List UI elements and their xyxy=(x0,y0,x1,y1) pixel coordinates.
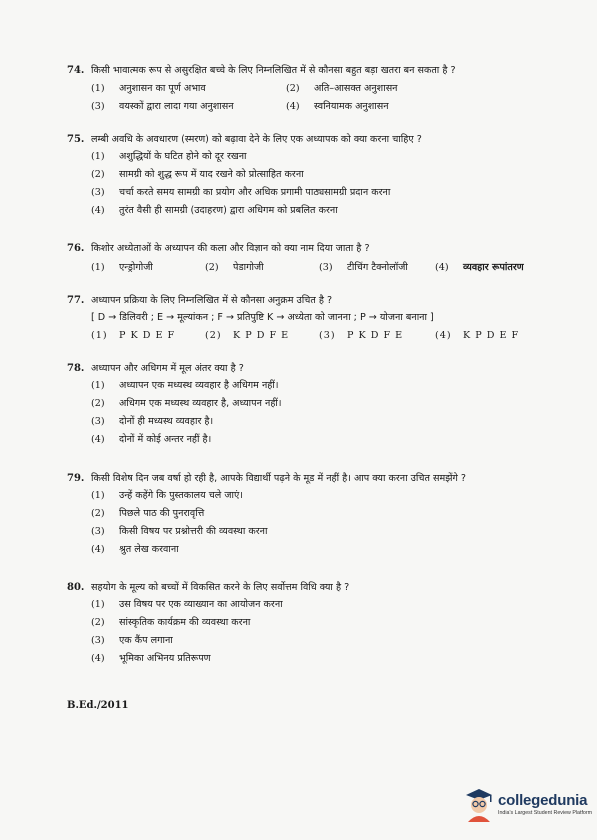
question-text: किशोर अध्येताओं के अध्यापन की कला और विज्ञान को क्या नाम दिया जाता है ? xyxy=(91,243,370,254)
question-76 xyxy=(67,240,587,277)
option: (3) एक कैंप लगाना xyxy=(91,635,173,646)
option: (1) अध्यापन एक मध्यस्थ व्यवहार है अधिगम नहीं। xyxy=(91,380,279,391)
option: (3) दोनों ही मध्यस्थ व्यवहार है। xyxy=(91,416,214,427)
question-number: 76. xyxy=(67,243,85,254)
option: (4) दोनों में कोई अन्तर नहीं है। xyxy=(91,434,212,445)
question-number: 79. xyxy=(67,473,85,484)
option: (3) किसी विषय पर प्रश्नोत्तरी की व्यवस्था करना xyxy=(91,526,268,537)
option: (4) K P D E F xyxy=(435,330,520,341)
question-75 xyxy=(67,131,587,220)
question-text: अध्यापन प्रक्रिया के लिए निम्नलिखित में से कौनसा अनुक्रम उचित है ? xyxy=(91,295,333,306)
question-number: 75. xyxy=(67,134,85,145)
option: (3) P K D F E xyxy=(319,330,404,341)
collegedunia-logo xyxy=(462,778,592,830)
option: (4) तुरंत वैसी ही सामग्री (उदाहरण) द्वारा अधिगम को प्रबलित करना xyxy=(91,205,338,216)
option: (2) पेडागोजी xyxy=(205,262,264,273)
option: (1) उस विषय पर एक व्याख्यान का आयोजन करना xyxy=(91,599,283,610)
question-text: लम्बी अवधि के अवधारण (स्मरण) को बढ़ावा देने के लिए एक अध्यापक को क्या करना चाहिए ? xyxy=(91,134,422,145)
question-78 xyxy=(67,360,587,449)
option: (2) K P D F E xyxy=(205,330,290,341)
option: (1) एन्ड्रोगोजी xyxy=(91,262,153,273)
question-74 xyxy=(67,62,587,116)
option: (1) अनुशासन का पूर्ण अभाव xyxy=(91,83,206,94)
option: (3) टीचिंग टैक्नोलॉजी xyxy=(319,262,408,273)
question-80 xyxy=(67,579,587,668)
option: (4) भूमिका अभिनय प्रतिरूपण xyxy=(91,653,211,664)
question-number: 77. xyxy=(67,295,85,306)
question-77 xyxy=(67,292,587,345)
question-number: 74. xyxy=(67,65,85,76)
option: (2) अधिगम एक मध्यस्थ व्यवहार है, अध्यापन नहीं। xyxy=(91,398,282,409)
option: (4) व्यवहार रूपांतरण xyxy=(435,262,524,273)
option: (2) सामग्री को शुद्ध रूप में याद रखने को प्रोत्साहित करना xyxy=(91,169,304,180)
sequence-legend: [ D → डिलिवरी ; E → मूल्यांकन ; F → प्रतिपुष्टि K → अध्येता को जानना ; P → योजना बनाना ] xyxy=(91,312,434,323)
logo-wordmark: collegedunia xyxy=(498,792,588,809)
question-text: सहयोग के मूल्य को बच्चों में विकसित करने के लिए सर्वोत्तम विधि क्या है ? xyxy=(91,582,350,593)
option: (2) सांस्कृतिक कार्यक्रम की व्यवस्था करना xyxy=(91,617,251,628)
page-footer-label: B.Ed./2011 xyxy=(67,700,129,711)
option: (1) उन्हें कहेंगे कि पुस्तकालय चले जाएं। xyxy=(91,490,243,501)
option: (2) अति–आसक्त अनुशासन xyxy=(286,83,398,94)
question-79 xyxy=(67,470,587,559)
option: (3) चर्चा करते समय सामग्री का प्रयोग और अधिक प्रगामी पाठ्यसामग्री प्रदान करना xyxy=(91,187,391,198)
graduate-mascot-icon xyxy=(462,784,496,824)
option: (4) श्रुत लेख करवाना xyxy=(91,544,179,555)
question-number: 78. xyxy=(67,363,85,374)
option: (1) P K D E F xyxy=(91,330,176,341)
question-text: अध्यापन और अधिगम में मूल अंतर क्या है ? xyxy=(91,363,244,374)
question-text: किसी भावात्मक रूप से असुरक्षित बच्चे के लिए निम्नलिखित में से कौनसा बहुत बड़ा खतरा बन सकता है ? xyxy=(91,65,456,76)
option: (1) अशुद्धियों के घटित होने को दूर रखना xyxy=(91,151,247,162)
option: (2) पिछले पाठ की पुनरावृत्ति xyxy=(91,508,205,519)
question-number: 80. xyxy=(67,582,85,593)
option: (4) स्वनियामक अनुशासन xyxy=(286,101,389,112)
question-text: किसी विशेष दिन जब वर्षा हो रही है, आपके विद्यार्थी पढ़ने के मूड में नहीं है। आप क्या करना उचित समझेंगे ? xyxy=(91,473,467,484)
logo-tagline: India's Largest Student Review Platform xyxy=(498,810,593,816)
option: (3) वयस्कों द्वारा लादा गया अनुशासन xyxy=(91,101,234,112)
